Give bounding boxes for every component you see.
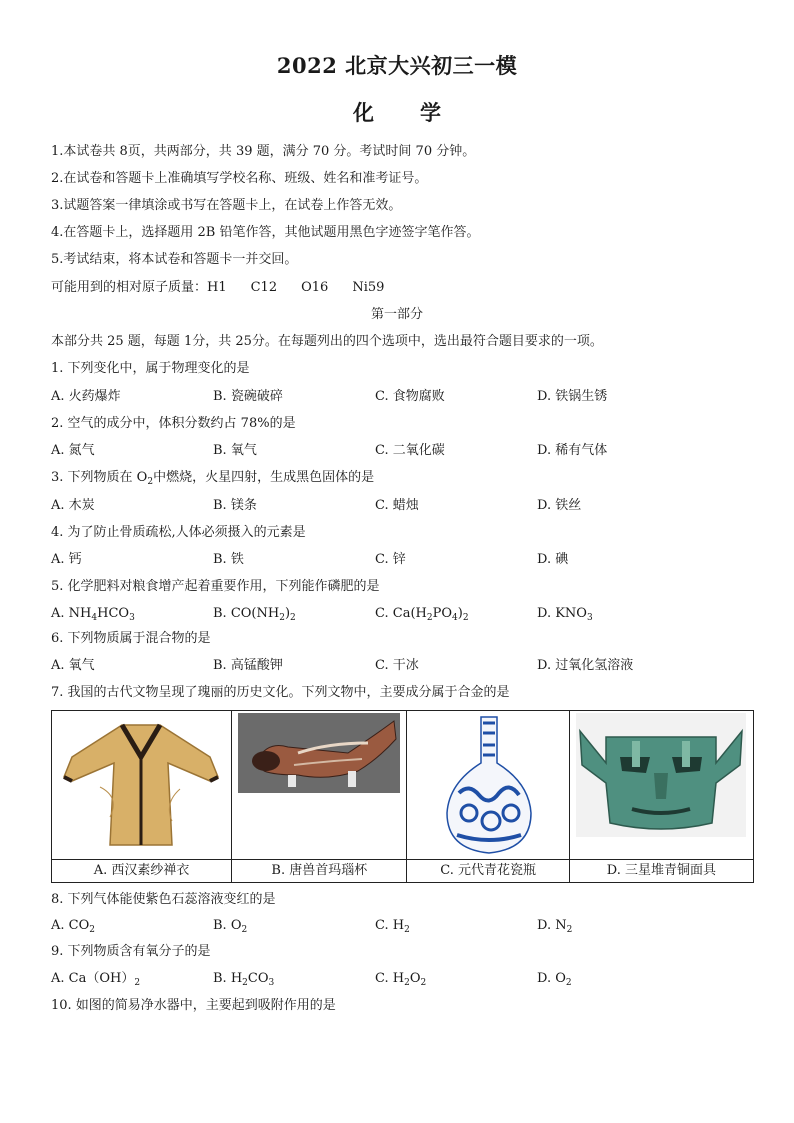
relic-cell-bronze-mask bbox=[569, 711, 753, 860]
q1-option-c: C. 食物腐败 bbox=[375, 389, 445, 404]
q2-option-a: A. 氮气 bbox=[51, 443, 95, 458]
atomic-mass-c: C12 bbox=[250, 280, 278, 295]
question-1-options bbox=[51, 388, 751, 406]
q1-option-b: B. 瓷碗破碎 bbox=[213, 389, 283, 404]
part-one-instructions: 本部分共 25 题，每题 1分，共 25分。在每题列出的四个选项中，选出最符合题目要求的一项。 bbox=[51, 334, 603, 349]
relic-cell-agate-cup bbox=[232, 711, 407, 860]
q1-option-d: D. 铁锅生锈 bbox=[537, 389, 608, 404]
q3-option-b: B. 镁条 bbox=[213, 498, 257, 513]
q8-option-c: C. $H_2$ bbox=[375, 918, 410, 935]
q3-stem-part: 中燃烧，火星四射，生成黑色固体的是 bbox=[153, 470, 375, 485]
q4-option-b: B. 铁 bbox=[213, 552, 244, 567]
exam-title: 2022 北京大兴初三一模 bbox=[276, 53, 518, 78]
question-8-stem: 8. 下列气体能使紫色石蕊溶液变红的是 bbox=[51, 892, 276, 907]
atomic-mass-ni: Ni59 bbox=[352, 280, 385, 295]
question-2-options bbox=[51, 442, 751, 460]
atomic-mass-o: O16 bbox=[301, 280, 329, 295]
question-6-stem: 6. 下列物质属于混合物的是 bbox=[51, 631, 211, 646]
question-9-stem: 9. 下列物质含有氧分子的是 bbox=[51, 944, 211, 959]
q5-option-c: C. $Ca(H_2PO_4)_2$ bbox=[375, 606, 469, 623]
q3-stem-subscript: 2 bbox=[147, 477, 154, 487]
subject-title bbox=[0, 97, 794, 127]
q8-option-d: D. $N_2$ bbox=[537, 918, 573, 935]
note-3: 3.试题答案一律填涂或书写在答题卡上，在试卷上作答无效。 bbox=[51, 198, 402, 213]
bronze-mask-image bbox=[576, 713, 746, 837]
relic-caption-c: C. 元代青花瓷瓶 bbox=[407, 860, 569, 883]
note-2: 2.在试卷和答题卡上准确填写学校名称、班级、姓名和准考证号。 bbox=[51, 171, 428, 186]
silk-robe-image bbox=[60, 717, 222, 851]
q3-stem-part: 3. 下列物质在 O bbox=[51, 470, 148, 485]
q2-option-d: D. 稀有气体 bbox=[537, 443, 608, 458]
q9-option-d: D. $O_2$ bbox=[537, 971, 572, 988]
note-1: 1.本试卷共 8页，共两部分，共 39 题，满分 70 分。考试时间 70 分钟。 bbox=[51, 144, 476, 159]
relic-caption-a: A. 西汉素纱禅衣 bbox=[52, 860, 232, 883]
relic-cell-robe bbox=[52, 711, 232, 860]
question-6-options bbox=[51, 657, 751, 675]
q3-option-c: C. 蜡烛 bbox=[375, 498, 419, 513]
q6-option-d: D. 过氧化氢溶液 bbox=[537, 658, 634, 673]
q9-option-b: B. $H_2CO_3$ bbox=[213, 971, 275, 988]
q8-option-a: A. $CO_2$ bbox=[51, 918, 95, 935]
q8-option-b: B. $O_2$ bbox=[213, 918, 248, 935]
question-4-options bbox=[51, 551, 751, 569]
relic-caption-b: B. 唐兽首玛瑙杯 bbox=[232, 860, 407, 883]
relic-cell-porcelain-vase bbox=[407, 711, 569, 860]
note-4: 4.在答题卡上，选择题用 2B 铅笔作答，其他试题用黑色字迹签字笔作答。 bbox=[51, 225, 480, 240]
q1-option-a: A. 火药爆炸 bbox=[51, 389, 121, 404]
q5-option-b: B. $CO(NH_2)_2$ bbox=[213, 606, 296, 623]
question-5-options bbox=[51, 605, 751, 623]
subject-char-1: 化 bbox=[353, 100, 374, 125]
q6-option-c: C. 干冰 bbox=[375, 658, 419, 673]
agate-cup-image bbox=[238, 713, 400, 793]
relics-table bbox=[51, 710, 754, 883]
note-5: 5.考试结束，将本试卷和答题卡一并交回。 bbox=[51, 252, 298, 267]
question-5-stem: 5. 化学肥料对粮食增产起着重要作用，下列能作磷肥的是 bbox=[51, 579, 380, 594]
q5-option-d: D. $KNO_3$ bbox=[537, 606, 593, 623]
q3-option-a: A. 木炭 bbox=[51, 498, 95, 513]
question-7-stem: 7. 我国的古代文物呈现了瑰丽的历史文化。下列文物中，主要成分属于合金的是 bbox=[51, 685, 510, 700]
question-2-stem: 2. 空气的成分中，体积分数约占 78%的是 bbox=[51, 416, 296, 431]
q9-option-c: C. $H_2O_2$ bbox=[375, 971, 427, 988]
question-1-stem: 1. 下列变化中，属于物理变化的是 bbox=[51, 361, 250, 376]
porcelain-vase-image bbox=[439, 713, 539, 857]
subject-char-2: 学 bbox=[420, 100, 441, 125]
q4-option-d: D. 碘 bbox=[537, 552, 569, 567]
atomic-mass-label: 可能用到的相对原子质量：H1 bbox=[51, 280, 227, 295]
question-9-options bbox=[51, 970, 751, 988]
question-3-stem bbox=[51, 469, 374, 487]
atomic-mass-line bbox=[51, 279, 384, 297]
q4-option-a: A. 钙 bbox=[51, 552, 82, 567]
q6-option-b: B. 高锰酸钾 bbox=[213, 658, 283, 673]
question-4-stem: 4. 为了防止骨质疏松,人体必须摄入的元素是 bbox=[51, 525, 306, 540]
q5-option-a: A. $NH_4HCO_3$ bbox=[51, 606, 135, 623]
q4-option-c: C. 锌 bbox=[375, 552, 406, 567]
q2-option-b: B. 氧气 bbox=[213, 443, 257, 458]
q6-option-a: A. 氧气 bbox=[51, 658, 95, 673]
relic-caption-d: D. 三星堆青铜面具 bbox=[569, 860, 753, 883]
question-10-stem: 10. 如图的简易净水器中，主要起到吸附作用的是 bbox=[51, 998, 336, 1013]
question-3-options bbox=[51, 497, 751, 515]
q2-option-c: C. 二氧化碳 bbox=[375, 443, 445, 458]
question-8-options bbox=[51, 917, 751, 935]
q3-option-d: D. 铁丝 bbox=[537, 498, 582, 513]
part-one-title: 第一部分 bbox=[370, 307, 423, 322]
q9-option-a: A. $Ca(OH)_2$ bbox=[51, 971, 141, 988]
